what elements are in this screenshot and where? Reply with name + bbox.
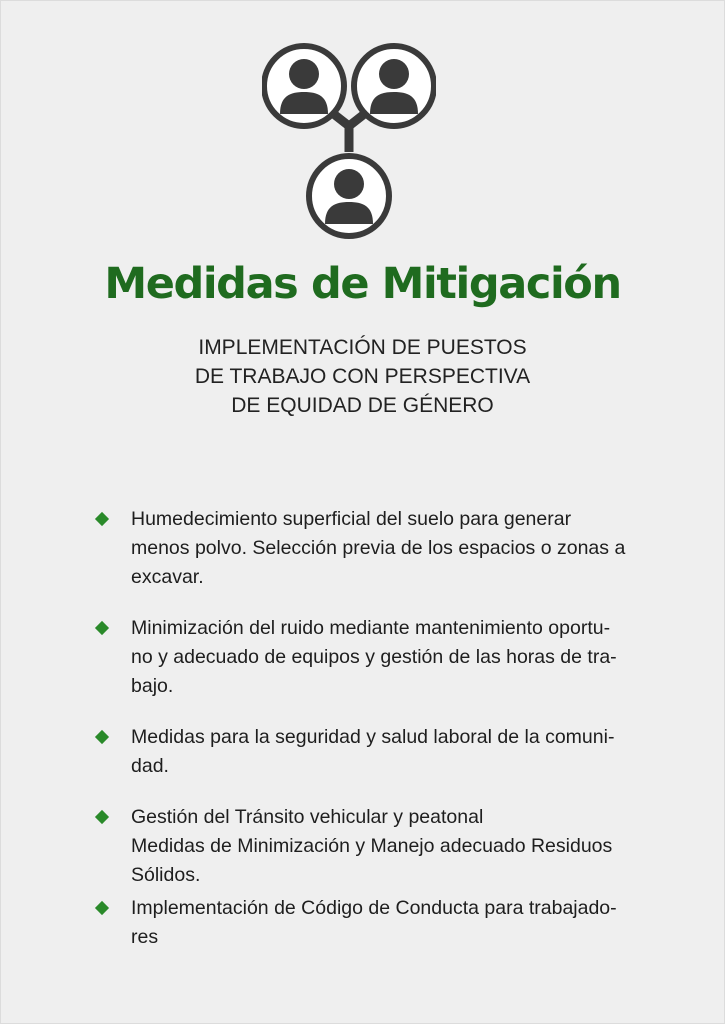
list-item-text: dad. xyxy=(131,755,169,777)
subtitle-line: DE TRABAJO CON PERSPECTIVA xyxy=(194,365,531,388)
list-item xyxy=(96,614,656,701)
list-item-text: Medidas para la seguridad y salud laboral de la comuni- xyxy=(131,726,615,748)
subtitle-line: IMPLEMENTACIÓN DE PUESTOS xyxy=(198,336,527,359)
diamond-bullet-icon xyxy=(95,730,109,744)
diamond-bullet-icon xyxy=(95,901,109,915)
diamond-bullet-icon xyxy=(95,810,109,824)
list-item-text: Medidas de Minimización y Manejo adecuado Residuos xyxy=(131,835,613,857)
list-item-text: Gestión del Tránsito vehicular y peatonal xyxy=(131,806,484,828)
list-item xyxy=(96,803,656,890)
diamond-bullet-icon xyxy=(95,621,109,635)
list-item-text: excavar. xyxy=(131,566,204,588)
list-item-text: res xyxy=(131,926,159,948)
list-item-text: bajo. xyxy=(131,675,174,697)
people-network-icon xyxy=(262,40,436,242)
list-item-text: Sólidos. xyxy=(131,864,201,886)
list-item-text: menos polvo. Selección previa de los espacios o zonas a xyxy=(131,537,626,559)
person-icon-bottom xyxy=(309,156,389,236)
list-item-text: Implementación de Código de Conducta para trabajado- xyxy=(131,897,617,919)
list-item xyxy=(96,723,656,781)
list-item xyxy=(96,894,656,952)
person-icon-right xyxy=(354,46,434,126)
list-item-text: no y adecuado de equipos y gestión de las horas de tra- xyxy=(131,646,617,668)
person-icon-left xyxy=(264,46,344,126)
list-item xyxy=(96,505,656,592)
subtitle-line: DE EQUIDAD DE GÉNERO xyxy=(231,394,494,417)
page-subtitle xyxy=(150,333,575,420)
page-title: Medidas de Mitigación xyxy=(104,259,621,309)
diamond-bullet-icon xyxy=(95,512,109,526)
measures-list xyxy=(96,505,656,952)
list-item-text: Minimización del ruido mediante mantenimiento oportu- xyxy=(131,617,611,639)
list-item-text: Humedecimiento superficial del suelo para generar xyxy=(131,508,572,530)
